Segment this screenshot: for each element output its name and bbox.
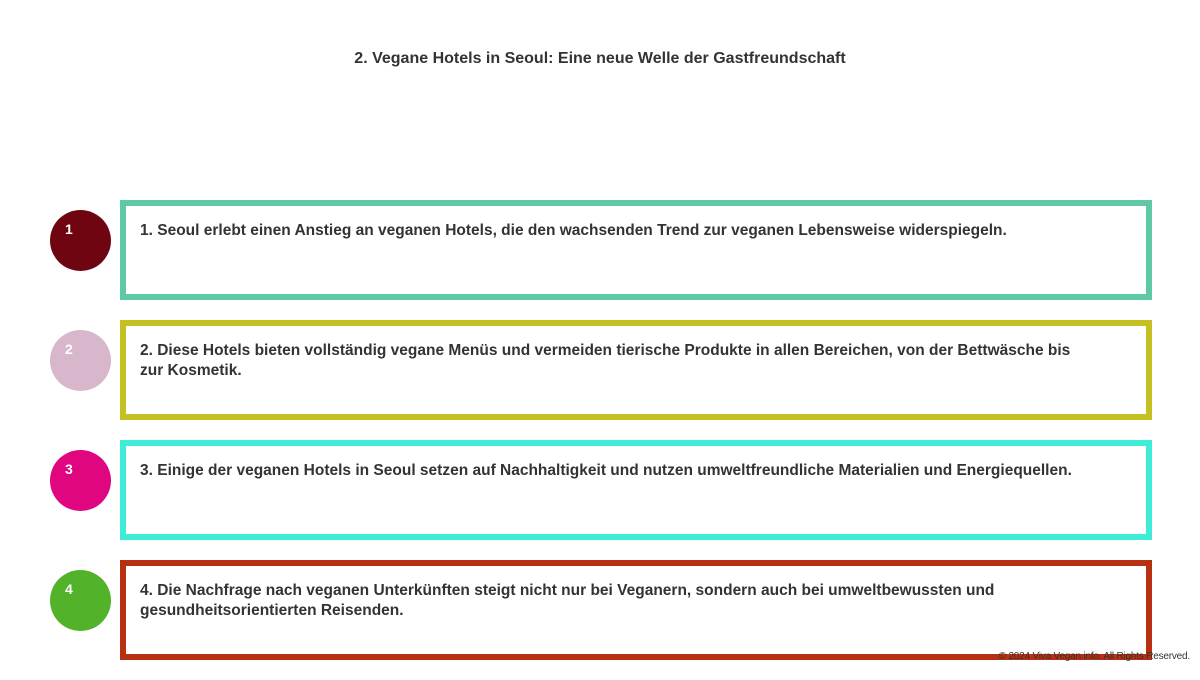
text-box-4 [120,560,1152,660]
text-box-1 [120,200,1152,300]
text-box-2 [120,320,1152,420]
text-box-3 [120,440,1152,540]
number-badge-1 [50,210,111,271]
item-text: 2. Diese Hotels bieten vollständig vegane Menüs und vermeiden tierische Produkte in allen Bereichen, von der Bettwäsche bis zur Kosmetik. [140,342,1071,379]
list-item-2 [50,320,1152,422]
list-item-4 [50,560,1152,662]
copyright-footer: © 2024 Viva Vegan info. All Rights Reserved. [998,651,1190,662]
item-text: 3. Einige der veganen Hotels in Seoul setzen auf Nachhaltigkeit und nutzen umweltfreundliche Materialien und Energiequellen. [140,462,1072,479]
number-badge-4 [50,570,111,631]
number-badge-label: 1 [65,221,73,237]
number-badge-label: 4 [65,581,73,597]
item-text: 4. Die Nachfrage nach veganen Unterkünften steigt nicht nur bei Veganern, sondern auch bei umweltbewussten und gesundheitsorientierten Reisenden. [140,582,995,619]
number-badge-3 [50,450,111,511]
item-text: 1. Seoul erlebt einen Anstieg an veganen Hotels, die den wachsenden Trend zur veganen Lebensweise widerspiegeln. [140,222,1007,239]
list-item-3 [50,440,1152,542]
page-title: 2. Vegane Hotels in Seoul: Eine neue Welle der Gastfreundschaft [354,50,846,67]
number-badge-2 [50,330,111,391]
list-item-1 [50,200,1152,302]
number-badge-label: 3 [65,461,73,477]
number-badge-label: 2 [65,341,73,357]
